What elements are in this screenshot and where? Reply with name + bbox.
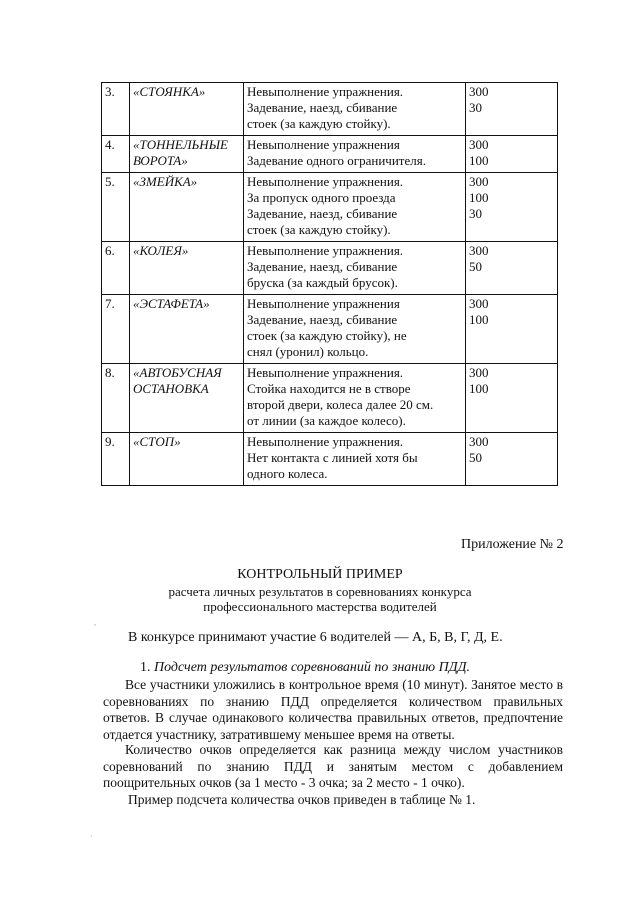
penalty-table [101,82,558,486]
points-value: 30 [469,100,482,115]
paragraph-3: Пример подсчета количества очков приведен в таблице № 1. [128,792,476,807]
scan-speck: , [94,618,96,627]
table-row [102,242,558,295]
appendix-label: Приложение № 2 [461,537,564,552]
description-line: Задевание, наезд, сбивание [247,100,398,115]
description-line: Невыполнение упражнения. [247,84,404,99]
penalty-description [244,173,466,242]
points-value: 30 [469,206,482,221]
description-line: Задевание, наезд, сбивание [247,259,398,274]
points-value: 300 [469,434,489,449]
points-value: 100 [469,190,489,205]
penalty-points [466,242,558,295]
document-subtitle-line2: профессионального мастерства водителей [203,599,437,614]
scan-speck: · [90,832,93,841]
description-line: Невыполнение упражнения [247,137,400,152]
points-value: 50 [469,450,482,465]
exercise-name: «АВТОБУСНАЯ ОСТАНОВКА [130,364,244,433]
exercise-name: «СТОП» [130,433,244,486]
description-line: одного колеса. [247,466,328,481]
exercise-name: «ЗМЕЙКА» [130,173,244,242]
penalty-description [244,295,466,364]
paragraph-1: Все участники уложились в контрольное время (10 минут). Занятое место в соревнованиях по знанию ПДД определяется количеством правильных ответов. В случае одинакового количества правильных ответов, предпочтение отдается участнику, затратившему меньшее время на ответы. [103,677,563,742]
exercise-name: «ТОННЕЛЬНЫЕ ВОРОТА» [130,136,244,173]
penalty-points [466,83,558,136]
exercise-name: «ЭСТАФЕТА» [130,295,244,364]
table-row [102,83,558,136]
description-line: Невыполнение упражнения [247,296,400,311]
table-row [102,364,558,433]
points-value: 100 [469,381,489,396]
description-line: бруска (за каждый брусок). [247,275,398,290]
description-line: Невыполнение упражнения. [247,365,404,380]
row-number: 3. [102,83,130,136]
points-value: 300 [469,296,489,311]
row-number: 9. [102,433,130,486]
description-line: Задевание, наезд, сбивание [247,206,398,221]
description-line: стоек (за каждую стойку). [247,222,391,237]
intro-paragraph: В конкурсе принимают участие 6 водителей — А, Б, В, Г, Д, Е. [128,630,503,645]
points-value: 100 [469,153,489,168]
table-row [102,433,558,486]
exercise-name: «КОЛЕЯ» [130,242,244,295]
description-line: стоек (за каждую стойку), не [247,328,407,343]
row-number: 7. [102,295,130,364]
description-line: второй двери, колеса далее 20 см. [247,397,434,412]
penalty-points [466,173,558,242]
penalty-description [244,364,466,433]
description-line: Нет контакта с линией хотя бы [247,450,418,465]
description-line: Невыполнение упражнения. [247,434,404,449]
paragraph-2: Количество очков определяется как разница между числом участников соревнований по знанию ПДД и занятым местом с добавлением поощрительных очков (за 1 место - 3 очка; за 2 место - 1 очко). [103,742,563,790]
description-line: стоек (за каждую стойку). [247,116,391,131]
description-line: Стойка находится не в створе [247,381,411,396]
document-subtitle-line1: расчета личных результатов в соревнованиях конкурса [168,584,472,599]
row-number: 8. [102,364,130,433]
penalty-description [244,433,466,486]
points-value: 300 [469,137,489,152]
row-number: 5. [102,173,130,242]
description-line: Задевание, наезд, сбивание [247,312,398,327]
penalty-points [466,295,558,364]
points-value: 100 [469,312,489,327]
penalty-points [466,136,558,173]
penalty-points [466,433,558,486]
description-line: снял (уронил) кольцо. [247,344,369,359]
table-row [102,136,558,173]
description-line: За пропуск одного проезда [247,190,396,205]
section-heading [140,660,470,676]
points-value: 300 [469,365,489,380]
penalty-description [244,136,466,173]
table-row [102,295,558,364]
section-number: 1. [140,660,151,675]
description-line: Невыполнение упражнения. [247,174,404,189]
penalty-description [244,83,466,136]
document-title: КОНТРОЛЬНЫЙ ПРИМЕР [237,567,403,582]
row-number: 4. [102,136,130,173]
section-title: Подсчет результатов соревнований по знанию ПДД. [154,660,471,675]
points-value: 300 [469,243,489,258]
row-number: 6. [102,242,130,295]
table-row [102,173,558,242]
description-line: Невыполнение упражнения. [247,243,404,258]
points-value: 300 [469,174,489,189]
points-value: 50 [469,259,482,274]
description-line: Задевание одного ограничителя. [247,153,426,168]
exercise-name: «СТОЯНКА» [130,83,244,136]
penalty-points [466,364,558,433]
description-line: от линии (за каждое колесо). [247,413,406,428]
penalty-description [244,242,466,295]
points-value: 300 [469,84,489,99]
